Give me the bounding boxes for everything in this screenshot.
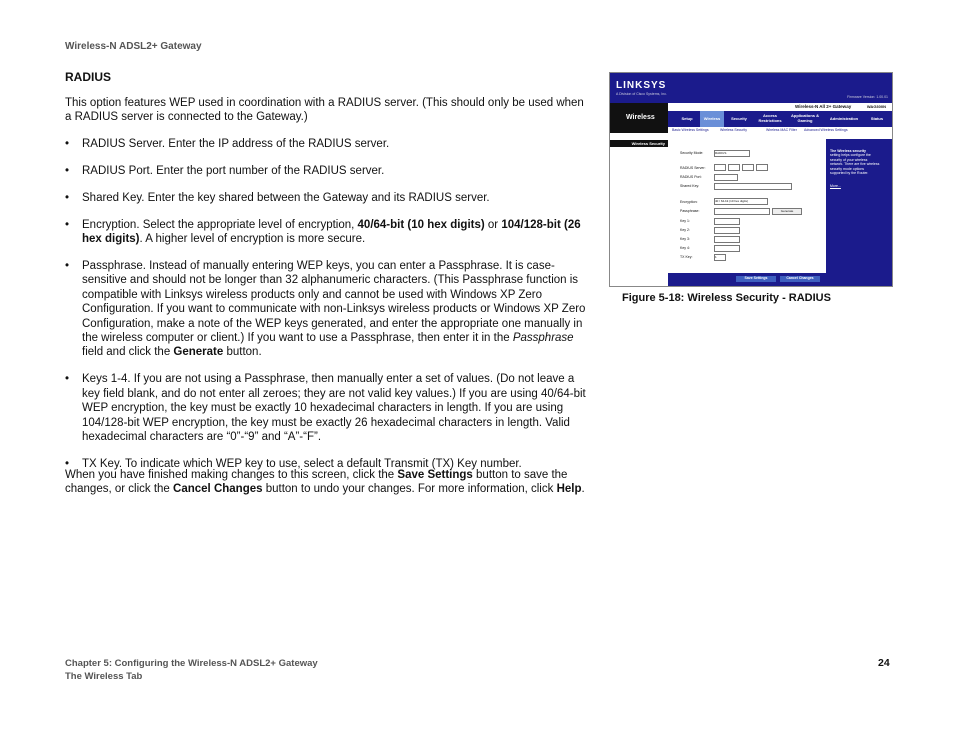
tab-security[interactable]: Security — [731, 116, 747, 121]
cancel-changes-button[interactable]: Cancel Changes — [780, 276, 820, 282]
subtab-basic[interactable]: Basic Wireless Settings — [672, 128, 709, 132]
enc-option-128: 104/128-bit (26 hex digits) — [82, 218, 581, 246]
logo-subtitle: A Division of Cisco Systems, Inc. — [616, 92, 667, 96]
save-settings-term: Save Settings — [397, 469, 473, 481]
bullet-radius-port: • RADIUS Port. Enter the port number of the RADIUS server. — [65, 164, 590, 178]
key2-input[interactable] — [714, 227, 740, 234]
generate-button[interactable]: Generate — [772, 208, 802, 215]
security-form: Security Mode: RADIUS RADIUS Server: RADIUS Port: Shared Key: Encryption: 40 / 64-bit (10 hex digits) Passphrase: Generate Key 1: Key 2: Key 3: Key 4: TX Key: 1 — [668, 133, 826, 286]
radius-server-octet-1[interactable] — [714, 164, 726, 171]
firmware-version: Firmware Version: 1.00.01 — [847, 95, 888, 99]
section-heading: Wireless — [610, 103, 668, 133]
model-name: Wireless-N All 2+ Gateway — [795, 104, 852, 109]
bullet-shared-key: • Shared Key. Enter the key shared between the Gateway and its RADIUS server. — [65, 191, 590, 205]
bullet-passphrase: • Passphrase. Instead of manually entering WEP keys, you can enter a Passphrase. It is case-sensitive and should not be longer than 32 alphanumeric characters. (This Passphrase function is compatible with Linksys wireless products only and cannot be used with Windows XP Zero Configuration. If you want to communicate with non-Linksys wireless products or Windows XP Zero Configuration, make a note of the WEP keys generated, and enter the appropriate one manually in the wireless computer or client.) If you want to use a Passphrase, then enter it in the Passphrase field and click the Generate button. — [65, 259, 590, 360]
cancel-changes-term: Cancel Changes — [173, 483, 263, 496]
help-term: Help — [556, 483, 582, 496]
tx-key-select[interactable]: 1 — [714, 254, 726, 261]
key4-input[interactable] — [714, 245, 740, 252]
tab-wireless[interactable]: Wireless — [700, 111, 724, 127]
page-number: 24 — [878, 657, 890, 669]
subtab-mac-filter[interactable]: Wireless MAC Filter — [766, 128, 797, 132]
generate-term: Generate — [173, 346, 224, 359]
tab-status[interactable]: Status — [870, 116, 884, 121]
passphrase-input[interactable] — [714, 208, 770, 215]
shared-key-input[interactable] — [714, 183, 792, 190]
page-footer — [65, 657, 318, 683]
radius-server-octet-2[interactable] — [728, 164, 740, 171]
key3-input[interactable] — [714, 236, 740, 243]
closing-paragraph: When you have finished making changes to this screen, click the Save Settings button to save the changes, or click the Cancel Changes button to undo your changes. For more information, click Help. — [65, 469, 585, 496]
tab-access-restrictions[interactable]: Access Restrictions — [758, 113, 782, 123]
side-label: Wireless Security — [610, 140, 668, 147]
subtab-security[interactable]: Wireless Security — [720, 128, 748, 132]
section-title: RADIUS — [65, 70, 112, 84]
save-settings-button[interactable]: Save Settings — [736, 276, 776, 282]
help-panel: The Wireless security setting helps configure the security of your wireless network. There are five wireless security mode options supported by the Router. More... — [826, 139, 892, 286]
figure-left-column — [610, 103, 668, 286]
figure-top-banner — [610, 73, 892, 103]
passphrase-term: Passphrase — [512, 332, 574, 345]
enc-option-64: 40/64-bit (10 hex digits) — [357, 218, 485, 231]
footer-chapter: Chapter 5: Configuring the Wireless-N ADSL2+ Gateway — [65, 658, 318, 669]
action-bar — [668, 273, 826, 286]
figure-caption: Figure 5-18: Wireless Security - RADIUS — [622, 292, 831, 304]
footer-section: The Wireless Tab — [65, 671, 143, 682]
tab-administration[interactable]: Administration — [829, 116, 859, 121]
key1-input[interactable] — [714, 218, 740, 225]
bullet-encryption: • Encryption. Select the appropriate level of encryption, 40/64-bit (10 hex digits) or 104/128-bit (26 hex digits). A higher level of encryption is more secure. — [65, 218, 590, 247]
main-nav — [668, 111, 892, 127]
bullet-list — [65, 137, 590, 484]
linksys-logo: LINKSYS — [616, 80, 667, 91]
radius-server-octet-3[interactable] — [742, 164, 754, 171]
radius-port-input[interactable] — [714, 174, 738, 181]
bullet-tx-key: • TX Key. To indicate which WEP key to use, select a default Transmit (TX) Key number. — [65, 457, 590, 471]
help-more-link[interactable]: More... — [830, 184, 841, 188]
radius-server-octet-4[interactable] — [756, 164, 768, 171]
figure-wireless-security — [609, 72, 893, 287]
encryption-select[interactable]: 40 / 64-bit (10 hex digits) — [714, 198, 768, 205]
intro-paragraph: This option features WEP used in coordination with a RADIUS server. (This should only be used when a RADIUS server is connected to the Gateway.) — [65, 97, 584, 124]
running-header: Wireless-N ADSL2+ Gateway — [65, 41, 202, 52]
bullet-keys: • Keys 1-4. If you are not using a Passphrase, then manually enter a set of values. (Do not leave a key field blank, and do not enter all zeroes; they are not valid key values.) If you are using 40/64-bit WEP encryption, the key must be exactly 10 hexadecimal characters in length. If you are using 104/128-bit WEP encryption, the key must be exactly 26 hexadecimal characters in length. Valid hexadecimal characters are “0”-“9” and “A”-“F”. — [65, 372, 590, 444]
security-mode-select[interactable]: RADIUS — [714, 150, 750, 157]
tab-setup[interactable]: Setup — [681, 116, 693, 121]
tab-applications-gaming[interactable]: Applications & Gaming — [790, 113, 819, 123]
subtab-advanced[interactable]: Advanced Wireless Settings — [804, 128, 848, 132]
model-number: WAG300N — [866, 104, 886, 109]
bullet-radius-server: • RADIUS Server. Enter the IP address of the RADIUS server. — [65, 137, 590, 151]
model-bar — [668, 103, 892, 111]
